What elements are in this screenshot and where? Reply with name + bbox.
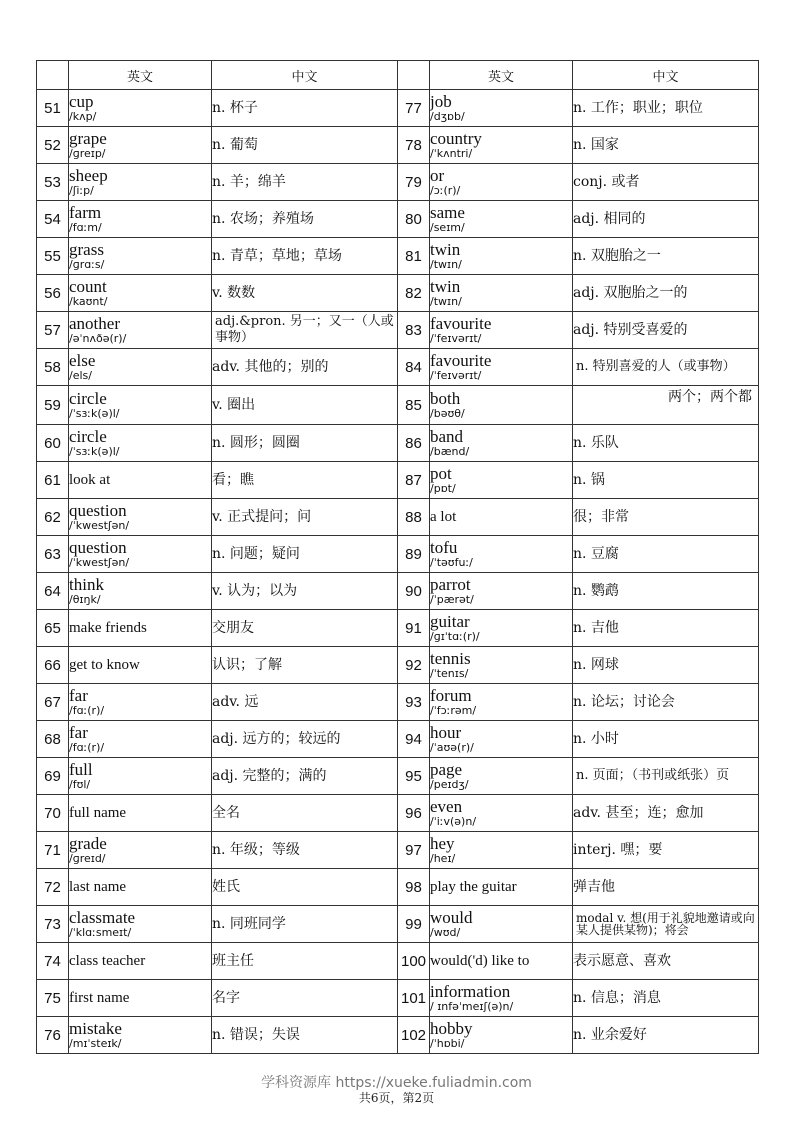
- entry-chinese: n. 信息；消息: [573, 980, 759, 1017]
- table-row: [37, 386, 759, 425]
- entry-word: else: [69, 351, 96, 370]
- entry-phonetic: /wʊd/: [430, 926, 461, 939]
- entry-english: [430, 1017, 573, 1054]
- entry-word: both: [430, 389, 461, 408]
- entry-word: look at: [69, 472, 111, 488]
- entry-chinese: adj. 相同的: [573, 201, 759, 238]
- entry-number: 99: [398, 906, 430, 943]
- entry-english: [430, 832, 573, 869]
- entry-phonetic: /twɪn/: [430, 295, 462, 308]
- entry-word: grape: [69, 129, 107, 148]
- entry-number: 67: [37, 684, 69, 721]
- entry-chinese: adj. 完整的；满的: [212, 758, 398, 795]
- table-row: [37, 906, 759, 943]
- entry-word: forum: [430, 686, 472, 705]
- entry-english: [430, 238, 573, 275]
- table-row: [37, 980, 759, 1017]
- entry-word: circle: [69, 389, 107, 408]
- entry-word: play the guitar: [430, 879, 517, 895]
- entry-word: question: [69, 501, 127, 520]
- entry-chinese: n. 吉他: [573, 610, 759, 647]
- table-row: [37, 943, 759, 980]
- entry-word: make friends: [69, 620, 147, 636]
- entry-phonetic: /twɪn/: [430, 258, 462, 271]
- entry-word: first name: [69, 990, 130, 1006]
- entry-number: 83: [398, 312, 430, 349]
- entry-number: 95: [398, 758, 430, 795]
- entry-phonetic: /ˈkʌntri/: [430, 147, 473, 160]
- entry-phonetic: /bəʊθ/: [430, 407, 465, 420]
- entry-english: [69, 721, 212, 758]
- entry-chinese: n. 问题；疑问: [212, 536, 398, 573]
- entry-english: [430, 425, 573, 462]
- entry-number: 97: [398, 832, 430, 869]
- entry-chinese: n. 杯子: [212, 90, 398, 127]
- entry-phonetic: /peɪdʒ/: [430, 778, 469, 791]
- entry-phonetic: /ˈiːv(ə)n/: [430, 815, 477, 828]
- entry-word: parrot: [430, 575, 471, 594]
- entry-word: a lot: [430, 509, 457, 525]
- entry-number: 60: [37, 425, 69, 462]
- table-body: [37, 90, 759, 1054]
- entry-number: 59: [37, 386, 69, 425]
- entry-word: far: [69, 686, 88, 705]
- entry-number: 64: [37, 573, 69, 610]
- table-row: [37, 499, 759, 536]
- entry-english: [69, 425, 212, 462]
- header-num-left: [37, 61, 69, 90]
- entry-phonetic: /ɡreɪd/: [69, 852, 106, 865]
- entry-english: [430, 943, 573, 980]
- entry-word: pot: [430, 464, 452, 483]
- entry-number: 98: [398, 869, 430, 906]
- entry-chinese: 姓氏: [212, 869, 398, 906]
- entry-english: [69, 312, 212, 349]
- entry-number: 92: [398, 647, 430, 684]
- entry-number: 82: [398, 275, 430, 312]
- entry-chinese: 班主任: [212, 943, 398, 980]
- entry-chinese: n. 双胞胎之一: [573, 238, 759, 275]
- entry-english: [430, 906, 573, 943]
- entry-phonetic: /əˈnʌðə(r)/: [69, 332, 127, 345]
- entry-chinese: n. 国家: [573, 127, 759, 164]
- entry-chinese: adj. 双胞胎之一的: [573, 275, 759, 312]
- entry-chinese: n. 页面；（书刊或纸张）页: [573, 758, 759, 795]
- entry-chinese: 两个；两个都: [573, 386, 759, 425]
- entry-phonetic: /dʒɒb/: [430, 110, 465, 123]
- entry-chinese: n. 葡萄: [212, 127, 398, 164]
- entry-chinese: n. 业余爱好: [573, 1017, 759, 1054]
- entry-word: hobby: [430, 1019, 473, 1038]
- entry-chinese: adj. 特别受喜爱的: [573, 312, 759, 349]
- entry-phonetic: /kʌp/: [69, 110, 97, 123]
- entry-word: information: [430, 982, 511, 1001]
- entry-word: sheep: [69, 166, 108, 185]
- entry-phonetic: /ʃiːp/: [69, 184, 94, 197]
- entry-chinese: adj.&pron. 另一；又一（人或事物）: [212, 312, 398, 349]
- table-row: [37, 647, 759, 684]
- entry-english: [69, 980, 212, 1017]
- entry-chinese: n. 农场；养殖场: [212, 201, 398, 238]
- entry-chinese: n. 小时: [573, 721, 759, 758]
- entry-phonetic: /ˈkwestʃən/: [69, 556, 130, 569]
- entry-phonetic: /ˈhɒbi/: [430, 1037, 465, 1050]
- entry-english: [430, 201, 573, 238]
- entry-chinese: interj. 嘿；要: [573, 832, 759, 869]
- entry-english: [430, 795, 573, 832]
- entry-english: [69, 127, 212, 164]
- entry-chinese: 名字: [212, 980, 398, 1017]
- table-row: [37, 1017, 759, 1054]
- entry-english: [430, 758, 573, 795]
- entry-english: [69, 758, 212, 795]
- entry-phonetic: /ɡrɑːs/: [69, 258, 105, 271]
- footer-page-number: 共6页，第2页: [358, 1091, 435, 1105]
- table-row: [37, 869, 759, 906]
- entry-number: 51: [37, 90, 69, 127]
- entry-phonetic: /els/: [69, 369, 92, 382]
- header-num-right: [398, 61, 430, 90]
- entry-number: 80: [398, 201, 430, 238]
- entry-english: [430, 275, 573, 312]
- entry-phonetic: /ˈklɑːsmeɪt/: [69, 926, 132, 939]
- entry-number: 81: [398, 238, 430, 275]
- entry-english: [430, 647, 573, 684]
- entry-english: [69, 573, 212, 610]
- entry-chinese: n. 网球: [573, 647, 759, 684]
- header-chinese-left: 中文: [212, 61, 398, 90]
- entry-chinese: v. 认为；以为: [212, 573, 398, 610]
- entry-english: [69, 499, 212, 536]
- entry-phonetic: /ɡɪˈtɑː(r)/: [430, 630, 480, 643]
- entry-word: hour: [430, 723, 462, 742]
- entry-english: [69, 275, 212, 312]
- entry-number: 85: [398, 386, 430, 425]
- entry-chinese: adv. 远: [212, 684, 398, 721]
- entry-number: 94: [398, 721, 430, 758]
- entry-number: 93: [398, 684, 430, 721]
- entry-phonetic: /ɡreɪp/: [69, 147, 106, 160]
- entry-chinese: n. 锅: [573, 462, 759, 499]
- entry-english: [69, 349, 212, 386]
- entry-phonetic: /ˈaʊə(r)/: [430, 741, 474, 754]
- entry-word: think: [69, 575, 104, 594]
- entry-phonetic: /fɑː(r)/: [69, 704, 105, 717]
- table-row: [37, 536, 759, 573]
- entry-english: [69, 536, 212, 573]
- entry-chinese: n. 乐队: [573, 425, 759, 462]
- entry-number: 61: [37, 462, 69, 499]
- entry-chinese: 全名: [212, 795, 398, 832]
- entry-number: 72: [37, 869, 69, 906]
- entry-english: [430, 164, 573, 201]
- entry-english: [430, 536, 573, 573]
- table-row: [37, 238, 759, 275]
- entry-number: 55: [37, 238, 69, 275]
- entry-number: 90: [398, 573, 430, 610]
- entry-chinese: v. 圈出: [212, 386, 398, 425]
- entry-word: last name: [69, 879, 127, 895]
- entry-english: [69, 832, 212, 869]
- entry-word: farm: [69, 203, 102, 222]
- entry-chinese: conj. 或者: [573, 164, 759, 201]
- entry-word: full: [69, 760, 93, 779]
- table-row: [37, 462, 759, 499]
- entry-english: [430, 980, 573, 1017]
- entry-number: 68: [37, 721, 69, 758]
- entry-word: grass: [69, 240, 104, 259]
- entry-english: [430, 499, 573, 536]
- entry-english: [430, 462, 573, 499]
- entry-number: 73: [37, 906, 69, 943]
- table-row: [37, 90, 759, 127]
- entry-chinese: 交朋友: [212, 610, 398, 647]
- entry-number: 86: [398, 425, 430, 462]
- entry-english: [69, 869, 212, 906]
- table-header-row: [37, 61, 759, 90]
- entry-number: 62: [37, 499, 69, 536]
- entry-phonetic: /ˈtəʊfuː/: [430, 556, 473, 569]
- entry-english: [69, 462, 212, 499]
- entry-chinese: modal v. 想(用于礼貌地邀请或向某人提供某物)；将会: [573, 906, 759, 943]
- entry-english: [69, 1017, 212, 1054]
- entry-number: 88: [398, 499, 430, 536]
- entry-chinese: 认识；了解: [212, 647, 398, 684]
- entry-number: 69: [37, 758, 69, 795]
- entry-phonetic: /ˈfeɪvərɪt/: [430, 369, 482, 382]
- entry-chinese: adv. 其他的；别的: [212, 349, 398, 386]
- table-row: [37, 164, 759, 201]
- entry-word: or: [430, 166, 445, 185]
- entry-phonetic: /θɪŋk/: [69, 593, 101, 606]
- table-row: [37, 349, 759, 386]
- table-row: [37, 758, 759, 795]
- entry-number: 100: [398, 943, 430, 980]
- entry-english: [69, 906, 212, 943]
- entry-chinese: adj. 远方的；较远的: [212, 721, 398, 758]
- entry-word: another: [69, 314, 120, 333]
- entry-english: [430, 386, 573, 425]
- entry-word: tennis: [430, 649, 471, 668]
- entry-number: 96: [398, 795, 430, 832]
- entry-phonetic: /fʊl/: [69, 778, 91, 791]
- entry-word: grade: [69, 834, 107, 853]
- entry-number: 56: [37, 275, 69, 312]
- table-row: [37, 832, 759, 869]
- entry-phonetic: /ˈsɜːk(ə)l/: [69, 445, 120, 458]
- entry-word: favourite: [430, 314, 492, 333]
- entry-english: [69, 610, 212, 647]
- entry-phonetic: /seɪm/: [430, 221, 465, 234]
- entry-english: [69, 684, 212, 721]
- entry-phonetic: /ˈtenɪs/: [430, 667, 469, 680]
- table-row: [37, 201, 759, 238]
- entry-chinese: 看；瞧: [212, 462, 398, 499]
- vocabulary-table: [36, 60, 759, 1054]
- entry-english: [69, 795, 212, 832]
- entry-word: would: [430, 908, 473, 927]
- table-row: [37, 425, 759, 462]
- table-row: [37, 312, 759, 349]
- entry-chinese: n. 特别喜爱的人（或事物）: [573, 349, 759, 386]
- header-english-right: 英文: [430, 61, 573, 90]
- entry-number: 91: [398, 610, 430, 647]
- entry-english: [430, 349, 573, 386]
- entry-word: page: [430, 760, 463, 779]
- entry-chinese: n. 鹦鹉: [573, 573, 759, 610]
- entry-english: [430, 610, 573, 647]
- entry-chinese: n. 论坛；讨论会: [573, 684, 759, 721]
- entry-word: circle: [69, 427, 107, 446]
- entry-chinese: 弹吉他: [573, 869, 759, 906]
- entry-number: 58: [37, 349, 69, 386]
- entry-phonetic: /heɪ/: [430, 852, 456, 865]
- entry-word: question: [69, 538, 127, 557]
- entry-number: 52: [37, 127, 69, 164]
- table-row: [37, 127, 759, 164]
- entry-word: class teacher: [69, 953, 146, 969]
- entry-phonetic: /bænd/: [430, 445, 470, 458]
- entry-word: would('d) like to: [430, 953, 530, 969]
- entry-phonetic: /kaʊnt/: [69, 295, 108, 308]
- entry-number: 101: [398, 980, 430, 1017]
- entry-chinese: n. 羊；绵羊: [212, 164, 398, 201]
- entry-english: [430, 721, 573, 758]
- entry-english: [430, 684, 573, 721]
- header-english-left: 英文: [69, 61, 212, 90]
- entry-number: 79: [398, 164, 430, 201]
- entry-word: twin: [430, 277, 461, 296]
- entry-number: 70: [37, 795, 69, 832]
- entry-number: 63: [37, 536, 69, 573]
- entry-chinese: n. 青草；草地；草场: [212, 238, 398, 275]
- entry-chinese: v. 数数: [212, 275, 398, 312]
- entry-number: 76: [37, 1017, 69, 1054]
- entry-english: [69, 386, 212, 425]
- entry-english: [430, 127, 573, 164]
- entry-chinese: n. 同班同学: [212, 906, 398, 943]
- entry-number: 77: [398, 90, 430, 127]
- entry-word: cup: [69, 92, 94, 111]
- entry-phonetic: /ɔː(r)/: [430, 184, 461, 197]
- table-row: [37, 573, 759, 610]
- entry-phonetic: /ˈpærət/: [430, 593, 474, 606]
- entry-chinese: adv. 甚至；连；愈加: [573, 795, 759, 832]
- entry-number: 84: [398, 349, 430, 386]
- entry-english: [69, 647, 212, 684]
- entry-phonetic: /ˈkwestʃən/: [69, 519, 130, 532]
- entry-english: [430, 869, 573, 906]
- entry-english: [69, 238, 212, 275]
- entry-word: tofu: [430, 538, 458, 557]
- entry-phonetic: /ˈfɔːrəm/: [430, 704, 477, 717]
- entry-word: even: [430, 797, 463, 816]
- entry-english: [69, 164, 212, 201]
- entry-word: job: [430, 92, 452, 111]
- entry-number: 89: [398, 536, 430, 573]
- table-row: [37, 721, 759, 758]
- entry-word: guitar: [430, 612, 470, 631]
- entry-phonetic: /ˈsɜːk(ə)l/: [69, 407, 120, 420]
- entry-number: 54: [37, 201, 69, 238]
- entry-english: [69, 90, 212, 127]
- entry-chinese: 表示愿意、喜欢: [573, 943, 759, 980]
- entry-english: [430, 573, 573, 610]
- footer-site: 学科资源库 https://xueke.fuliadmin.com: [261, 1075, 532, 1091]
- header-chinese-right: 中文: [573, 61, 759, 90]
- entry-chinese: 很；非常: [573, 499, 759, 536]
- entry-phonetic: / ɪnfəˈmeɪʃ(ə)n/: [430, 1000, 514, 1013]
- entry-number: 87: [398, 462, 430, 499]
- entry-number: 74: [37, 943, 69, 980]
- entry-word: far: [69, 723, 88, 742]
- entry-word: same: [430, 203, 465, 222]
- entry-chinese: n. 年级；等级: [212, 832, 398, 869]
- entry-chinese: n. 错误；失误: [212, 1017, 398, 1054]
- entry-number: 78: [398, 127, 430, 164]
- entry-word: twin: [430, 240, 461, 259]
- entry-phonetic: /fɑːm/: [69, 221, 102, 234]
- entry-phonetic: /fɑː(r)/: [69, 741, 105, 754]
- entry-chinese: n. 圆形；圆圈: [212, 425, 398, 462]
- table-row: [37, 275, 759, 312]
- entry-phonetic: /pɒt/: [430, 482, 456, 495]
- entry-number: 75: [37, 980, 69, 1017]
- entry-number: 53: [37, 164, 69, 201]
- entry-phonetic: /ˈfeɪvərɪt/: [430, 332, 482, 345]
- entry-word: hey: [430, 834, 455, 853]
- entry-number: 57: [37, 312, 69, 349]
- entry-english: [430, 312, 573, 349]
- entry-word: classmate: [69, 908, 136, 927]
- entry-word: full name: [69, 805, 127, 821]
- entry-number: 65: [37, 610, 69, 647]
- entry-word: band: [430, 427, 464, 446]
- table-row: [37, 684, 759, 721]
- entry-number: 102: [398, 1017, 430, 1054]
- entry-word: country: [430, 129, 482, 148]
- entry-word: mistake: [69, 1019, 122, 1038]
- entry-english: [430, 90, 573, 127]
- entry-word: favourite: [430, 351, 492, 370]
- entry-word: get to know: [69, 657, 140, 673]
- entry-number: 71: [37, 832, 69, 869]
- table-row: [37, 610, 759, 647]
- entry-english: [69, 943, 212, 980]
- entry-phonetic: /mɪˈsteɪk/: [69, 1037, 122, 1050]
- entry-number: 66: [37, 647, 69, 684]
- entry-chinese: v. 正式提问；问: [212, 499, 398, 536]
- entry-english: [69, 201, 212, 238]
- entry-chinese: n. 工作；职业；职位: [573, 90, 759, 127]
- table-row: [37, 795, 759, 832]
- entry-word: count: [69, 277, 107, 296]
- entry-chinese: n. 豆腐: [573, 536, 759, 573]
